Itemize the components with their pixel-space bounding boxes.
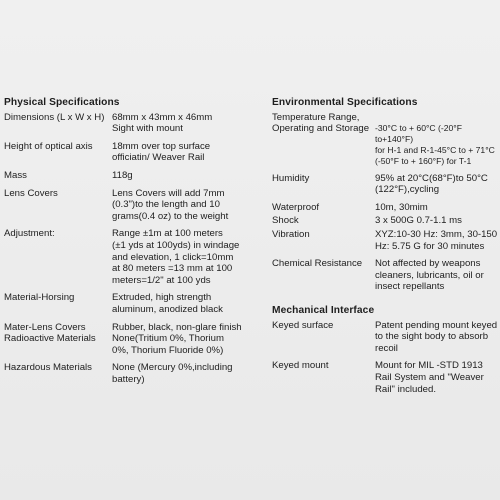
spec-label: Keyed surface [272,319,334,331]
spec-row-hazardous [4,362,254,385]
spec-row-shock [272,215,500,227]
spec-value: Mount for MIL -STD 1913 Rail System and "Weaver Rail" included. [375,360,484,395]
spec-label: Mater-Lens Covers [4,321,86,333]
spec-row-keyed-surface [272,320,500,355]
spec-value: 95% at 20°C(68°F)to 50°C (122°F),cycling [375,172,488,196]
physical-specifications-section [4,97,254,391]
spec-row-material-housing [4,292,254,315]
spec-row-temperature [272,112,500,167]
spec-value: Patent pending mount keyed to the sight body to absorb recoil [375,319,498,354]
environmental-specifications-title: Environmental Specifications [272,97,418,108]
spec-label: Chemical Resistance [272,258,363,270]
spec-row-radioactive [4,333,254,356]
spec-value: -30°C to + 60°C (-20°F to+140°F) for H-1 and R-1-45°C to + 71°C (-50°F to + 160°F) for T-1 [375,122,495,166]
spec-value: 68mm x 43mm x 46mm Sight with mount [112,111,213,135]
spec-label: Radioactive Materials [4,333,96,345]
spec-row-chemical-resistance [272,258,500,293]
spec-label: Temperature Range, Operating and Storage [272,111,370,135]
spec-value: None (Mercury 0%,including battery) [112,362,233,385]
spec-label: Vibration [272,228,310,240]
environmental-specifications-section [272,97,500,401]
spec-label: Keyed mount [272,360,329,372]
spec-row-material-lens-covers [4,322,254,334]
spec-label: Hazardous Materials [4,362,92,374]
physical-specifications-title: Physical Specifications [4,97,120,108]
spec-value: Rubber, black, non-glare finish [112,321,242,333]
spec-row-lens-covers [4,188,254,223]
spec-label: Height of optical axis [4,140,93,152]
spec-row-adjustment [4,228,254,286]
spec-row-optical-axis [4,141,254,164]
spec-row-humidity [272,173,500,196]
spec-value: None(Tritium 0%, Thorium 0%, Thorium Fluoride 0%) [112,333,224,356]
spec-label: Lens Covers [4,187,58,199]
spec-row-keyed-mount [272,360,500,395]
spec-value: Extruded, high strength aluminum, anodized black [112,292,223,315]
spec-value: XYZ:10-30 Hz: 3mm, 30-150 Hz: 5.75 G for 30 minutes [375,228,498,252]
spec-label: Dimensions (L x W x H) [4,111,105,123]
spec-value: 18mm over top surface officiatin/ Weaver Rail [112,140,211,164]
spec-label: Material-Horsing [4,292,75,304]
spec-value: 10m, 30mim [375,201,428,213]
spec-row-waterproof [272,202,500,214]
spec-label: Mass [4,169,27,181]
spec-row-vibration [272,229,500,252]
spec-label: Adjustment: [4,228,55,240]
spec-label: Waterproof [272,201,320,213]
spec-label: Humidity [272,172,310,184]
spec-label: Shock [272,215,299,227]
spec-row-dimensions [4,112,254,135]
spec-value: Range ±1m at 100 meters (±1 yds at 100yds) in windage and elevation, 1 click=10mm at 80 meters =13 mm at 100 meters=1/2" at 100 yds [112,228,240,286]
spec-row-mass [4,170,254,182]
spec-value: 118g [112,169,133,181]
spec-value: Lens Covers will add 7mm (0.3")to the length and 10 grams(0.4 oz) to the weight [112,187,229,222]
spec-value: 3 x 500G 0.7-1.1 ms [375,215,462,227]
spec-value: Not affected by weapons cleaners, lubricants, oil or insect repellants [375,258,484,293]
mechanical-interface-title: Mechanical Interface [272,304,375,316]
